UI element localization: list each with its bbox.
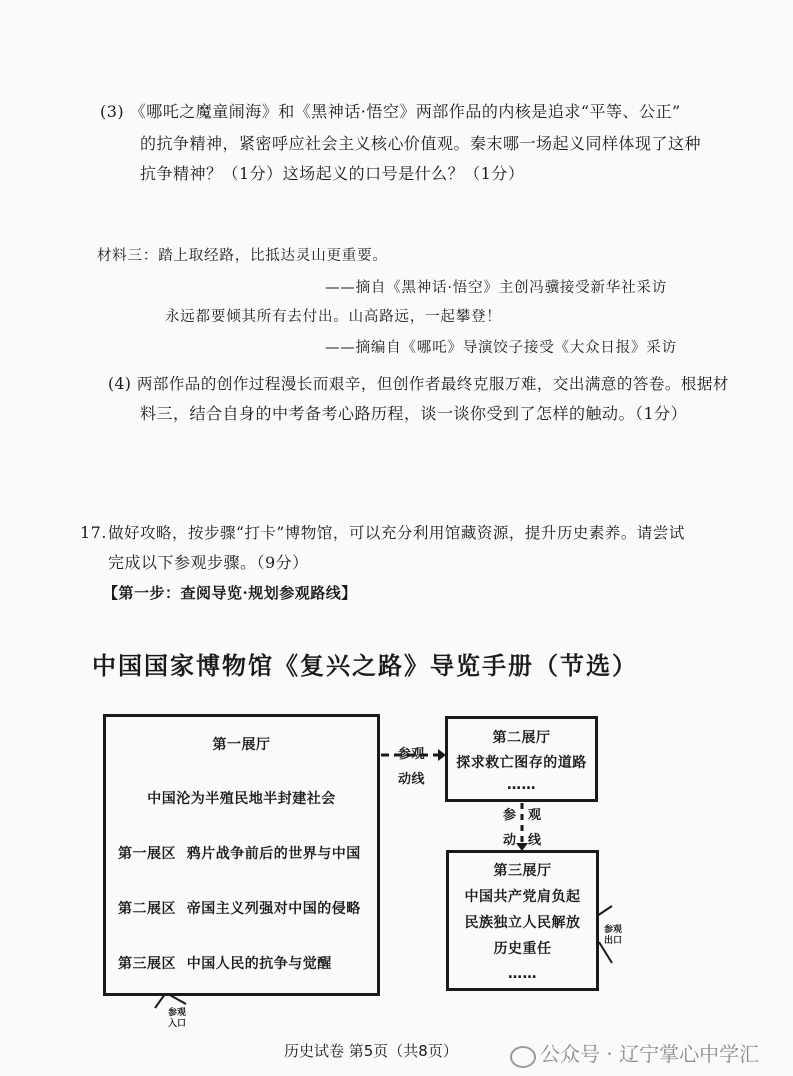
- q17-line1: 做好攻略，按步骤“打卡”博物馆，可以充分利用馆藏资源，提升历史素养。请尝试: [108, 524, 685, 542]
- route-arrow-1-2-head: [438, 749, 446, 761]
- hall1-name: 第一展厅: [212, 737, 271, 753]
- guide-title: 中国国家博物馆《复兴之路》导览手册（节选）: [92, 652, 638, 680]
- q4-line1: (4) 两部作品的创作过程漫长而艰辛，但创作者最终克服万难，交出满意的答卷。根据材: [108, 375, 729, 393]
- route-label-a: 参观: [398, 747, 426, 762]
- zone1-label: 第一展区: [118, 846, 176, 862]
- hall3-more: ……: [508, 966, 537, 982]
- route-arrow-2-3-head: [516, 843, 528, 851]
- material3-quote2: 永远都要倾其所有去付出。山高路远，一起攀登！: [165, 309, 502, 325]
- zone3-text: 中国人民的抗争与觉醒: [186, 956, 332, 972]
- entrance-marker-right: [168, 994, 186, 1004]
- entrance-label-b: 入口: [168, 1019, 187, 1029]
- page-footer: 历史试卷 第5页（共8页）: [284, 1042, 458, 1060]
- q17-line2: 完成以下参观步骤。（9分）: [108, 553, 309, 572]
- material3-source2: ——摘编自《哪吒》导演饺子接受《大众日报》采访: [325, 340, 677, 356]
- hall3-line2: 民族独立人民解放: [464, 915, 581, 931]
- route-label-b: 动线: [398, 772, 426, 787]
- exit-label-a: 参观: [604, 925, 623, 935]
- hall1-theme: 中国沦为半殖民地半封建社会: [147, 791, 336, 807]
- watermark: [510, 1038, 759, 1068]
- hall3-line3: 历史重任: [493, 941, 552, 957]
- exit-marker-top: [597, 906, 612, 916]
- entrance-marker-left: [155, 994, 165, 1008]
- route-label-d: 观: [528, 808, 542, 823]
- zone1-text: 鸦片战争前后的世界与中国: [186, 846, 361, 862]
- exit-label-b: 出口: [604, 936, 623, 946]
- q17-number: 17.: [80, 523, 107, 542]
- hall3-name: 第三展厅: [493, 863, 552, 879]
- hall2-more: ……: [507, 777, 536, 793]
- q4-line2: 料三，结合自身的中考备考心路历程，谈一谈你受到了怎样的触动。（1分）: [140, 404, 688, 423]
- q3-line2: 的抗争精神，紧密呼应社会主义核心价值观。秦末哪一场起义同样体现了这种: [140, 134, 702, 153]
- material3-source1: ——摘自《黑神话·悟空》主创冯骥接受新华社采访: [325, 280, 668, 296]
- hall3-line1: 中国共产党肩负起: [464, 889, 581, 905]
- q17-step1: 【第一步：查阅导览·规划参观路线】: [103, 584, 357, 602]
- zone2-text: 帝国主义列强对中国的侵略: [186, 901, 361, 917]
- wechat-icon: [510, 1046, 536, 1068]
- route-label-c: 参: [503, 808, 517, 823]
- route-label-e: 动: [503, 833, 517, 848]
- q3-line3: 抗争精神？（1分）这场起义的口号是什么？（1分）: [140, 164, 525, 183]
- material3-label: 材料三：: [97, 248, 159, 264]
- zone2-label: 第二展区: [118, 901, 176, 917]
- hall2-theme: 探求救亡图存的道路: [456, 755, 587, 771]
- material3-quote1: 踏上取经路，比抵达灵山更重要。: [158, 248, 388, 264]
- zone3-label: 第三展区: [118, 956, 176, 972]
- entrance-label-a: 参观: [168, 1008, 187, 1018]
- watermark-text: 公众号 · 辽宁掌心中学汇: [540, 1042, 760, 1066]
- q3-line1: (3) 《哪吒之魔童闹海》和《黑神话·悟空》两部作品的内核是追求“平等、公正”: [100, 102, 681, 121]
- route-label-f: 线: [528, 833, 542, 848]
- hall2-name: 第二展厅: [492, 730, 551, 746]
